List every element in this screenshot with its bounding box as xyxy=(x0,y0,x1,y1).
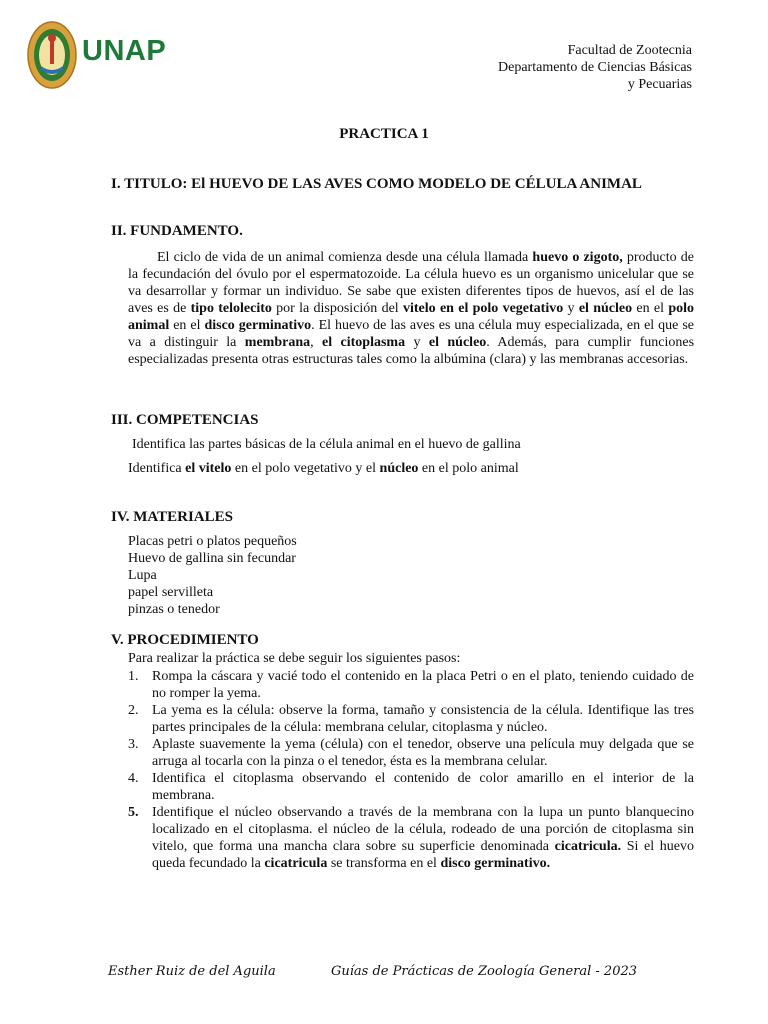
procedure-step xyxy=(128,804,694,872)
university-seal xyxy=(27,20,77,90)
bold-term: disco germinativo xyxy=(204,318,312,333)
procedimiento-heading: V. PROCEDIMIENTO xyxy=(111,632,259,648)
materiales-heading: IV. MATERIALES xyxy=(111,509,233,525)
bold-term: cicatricula xyxy=(264,856,328,871)
bold-term: huevo o zigoto, xyxy=(532,250,623,265)
material-item: Lupa xyxy=(128,568,157,583)
text-run: Rompa la cáscara y vacié todo el contenido en la placa Petri o en el plato, teniendo cuidado de no romper la yema. xyxy=(152,669,694,701)
procedure-step xyxy=(128,702,694,736)
material-item: Placas petri o platos pequeños xyxy=(128,534,297,549)
step-number: 5. xyxy=(128,805,139,820)
institution-header xyxy=(498,42,692,93)
materials-list xyxy=(128,533,297,618)
text-run: y xyxy=(405,335,429,350)
text-run: Si el huevo queda fecundado la xyxy=(152,839,694,871)
step-number: 4. xyxy=(128,771,139,786)
bold-term: membrana xyxy=(244,335,311,350)
bold-term: el citoplasma xyxy=(322,335,406,350)
bold-term: el vitelo xyxy=(185,461,232,476)
text-run: en el xyxy=(169,318,205,333)
bold-term: núcleo xyxy=(379,461,419,476)
title-heading: I. TITULO: El HUEVO DE LAS AVES COMO MODELO DE CÉLULA ANIMAL xyxy=(111,176,642,192)
text-run: por la disposición del xyxy=(271,301,403,316)
competencia-2 xyxy=(128,461,519,477)
procedure-step xyxy=(128,668,694,702)
department-line-2: y Pecuarias xyxy=(627,77,692,92)
text-run: . El huevo de las aves es una célula muy especializada, en el que se va a distinguir la xyxy=(128,318,694,350)
procedure-step xyxy=(128,770,694,804)
department-line-1: Departamento de Ciencias Básicas xyxy=(498,60,692,75)
text-run: Identifica xyxy=(128,461,186,476)
text-run: . Además, para cumplir funciones especializadas presenta otras estructuras tales como la albúmina (clara) y las membranas accesorias. xyxy=(128,335,695,367)
step-number: 1. xyxy=(128,669,139,684)
text-run: La yema es la célula: observe la forma, tamaño y consistencia de la célula. Identifique las tres partes principales de la célula: membrana celular, citoplasma y núcleo. xyxy=(152,703,694,735)
step-number: 2. xyxy=(128,703,139,718)
bold-term: el núcleo xyxy=(578,301,633,316)
competencias-heading: III. COMPETENCIAS xyxy=(111,412,259,428)
procedure-steps xyxy=(128,668,694,872)
bold-term: disco germinativo. xyxy=(440,856,551,871)
text-run: en el polo animal xyxy=(418,461,519,476)
fundamento-heading: II. FUNDAMENTO. xyxy=(111,223,243,239)
text-run: , xyxy=(310,335,323,350)
material-item: Huevo de gallina sin fecundar xyxy=(128,551,296,566)
material-item: papel servilleta xyxy=(128,585,214,600)
text-run: en el polo vegetativo y el xyxy=(231,461,380,476)
bold-term: cicatricula. xyxy=(554,839,622,854)
bold-term: el núcleo xyxy=(428,335,487,350)
bold-term: tipo telolecito xyxy=(190,301,272,316)
material-item: pinzas o tenedor xyxy=(128,602,220,617)
practice-title: PRACTICA 1 xyxy=(339,126,429,142)
text-run: Aplaste suavemente la yema (célula) con el tenedor, observe una película muy delgada que se arruga al tocarla con la pinza o el tenedor, ésta es la membrana celular. xyxy=(152,737,694,769)
step-number: 3. xyxy=(128,737,139,752)
logo-text: UNAP xyxy=(82,35,167,67)
bold-term: vitelo en el polo vegetativo xyxy=(403,301,564,316)
footer-guide: Guías de Prácticas de Zoología General - 2023 xyxy=(331,964,638,979)
procedure-step xyxy=(128,736,694,770)
faculty-name: Facultad de Zootecnia xyxy=(567,43,692,58)
competencia-1: Identifica las partes básicas de la célula animal en el huevo de gallina xyxy=(132,437,521,452)
text-run: Identifique el núcleo observando a través de la membrana con la lupa un punto blanquecino localizado en el citoplasma. el núcleo de la célula, rodeado de una porción de citoplasma sin vitelo, que forma una mancha clara sobre su superficie denominada xyxy=(152,805,694,854)
procedimiento-intro: Para realizar la práctica se debe seguir los siguientes pasos: xyxy=(128,651,461,666)
fundamento-paragraph xyxy=(128,249,694,368)
text-run: en el xyxy=(632,301,669,316)
text-run: se transforma en el xyxy=(327,856,441,871)
text-run: Identifica el citoplasma observando el contenido de color amarillo en el interior de la membrana. xyxy=(152,771,694,803)
bold-term: polo animal xyxy=(128,301,694,333)
footer-author: Esther Ruiz de del Aguila xyxy=(108,964,276,979)
text-run: El ciclo de vida de un animal comienza desde una célula llamada xyxy=(157,250,533,265)
text-run: y xyxy=(563,301,579,316)
text-run: producto de la fecundación del óvulo por el espermatozoide. La célula huevo es un organismo unicelular que se va desarrollar y formar un individuo. Se sabe que existen diferentes tipos de huevos, así el de las aves es de xyxy=(128,250,695,316)
